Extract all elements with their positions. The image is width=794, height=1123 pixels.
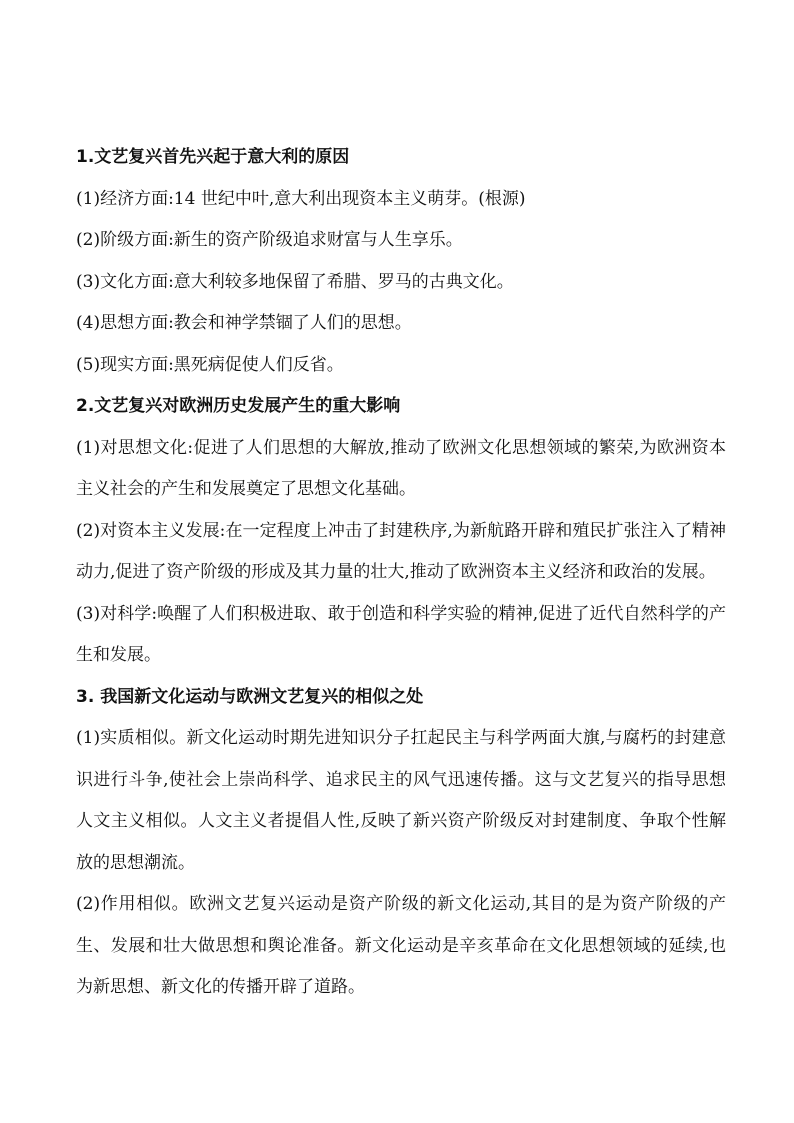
section-2: [76, 386, 726, 677]
section-1-item-1: (1)经济方面:14 世纪中叶,意大利出现资本主义萌芽。(根源): [76, 188, 526, 209]
section-2-heading: 2.文艺复兴对欧洲历史发展产生的重大影响: [76, 396, 401, 416]
section-1-item-3: (3)文化方面:意大利较多地保留了希腊、罗马的古典文化。: [76, 271, 514, 292]
section-1-item-5: (5)现实方面:黑死病促使人们反省。: [76, 354, 344, 375]
section-1: [76, 137, 726, 386]
section-3: [76, 677, 726, 1009]
section-1-item-4: (4)思想方面:教会和神学禁锢了人们的思想。: [76, 313, 412, 333]
section-2-item-1: (1)对思想文化:促进了人们思想的大解放,推动了欧洲文化思想领域的繁荣,为欧洲资本主义社会的产生和发展奠定了思想文化基础。: [76, 437, 726, 499]
section-3-heading: 3. 我国新文化运动与欧洲文艺复兴的相似之处: [76, 686, 424, 707]
section-2-item-3: (3)对科学:唤醒了人们积极进取、敢于创造和科学实验的精神,促进了近代自然科学的产生和发展。: [76, 603, 726, 665]
document-body: [76, 137, 726, 1009]
section-1-heading: 1.文艺复兴首先兴起于意大利的原因: [76, 147, 350, 167]
section-3-item-2: (2)作用相似。欧洲文艺复兴运动是资产阶级的新文化运动,其目的是为资产阶级的产生、发展和壮大做思想和舆论准备。新文化运动是辛亥革命在文化思想领域的延续,也为新思想、新文化的传播开辟了道路。: [76, 894, 726, 997]
section-1-item-2: (2)阶级方面:新生的资产阶级追求财富与人生享乐。: [76, 230, 463, 250]
section-2-item-2: (2)对资本主义发展:在一定程度上冲击了封建秩序,为新航路开辟和殖民扩张注入了精神动力,促进了资产阶级的形成及其力量的壮大,推动了欧洲资本主义经济和政治的发展。: [76, 520, 726, 582]
section-3-item-1: (1)实质相似。新文化运动时期先进知识分子扛起民主与科学两面大旗,与腐朽的封建意识进行斗争,使社会上崇尚科学、追求民主的风气迅速传播。这与文艺复兴的指导思想人文主义相似。人文主义者提倡人性,反映了新兴资产阶级反对封建制度、争取个性解放的思想潮流。: [76, 728, 726, 873]
